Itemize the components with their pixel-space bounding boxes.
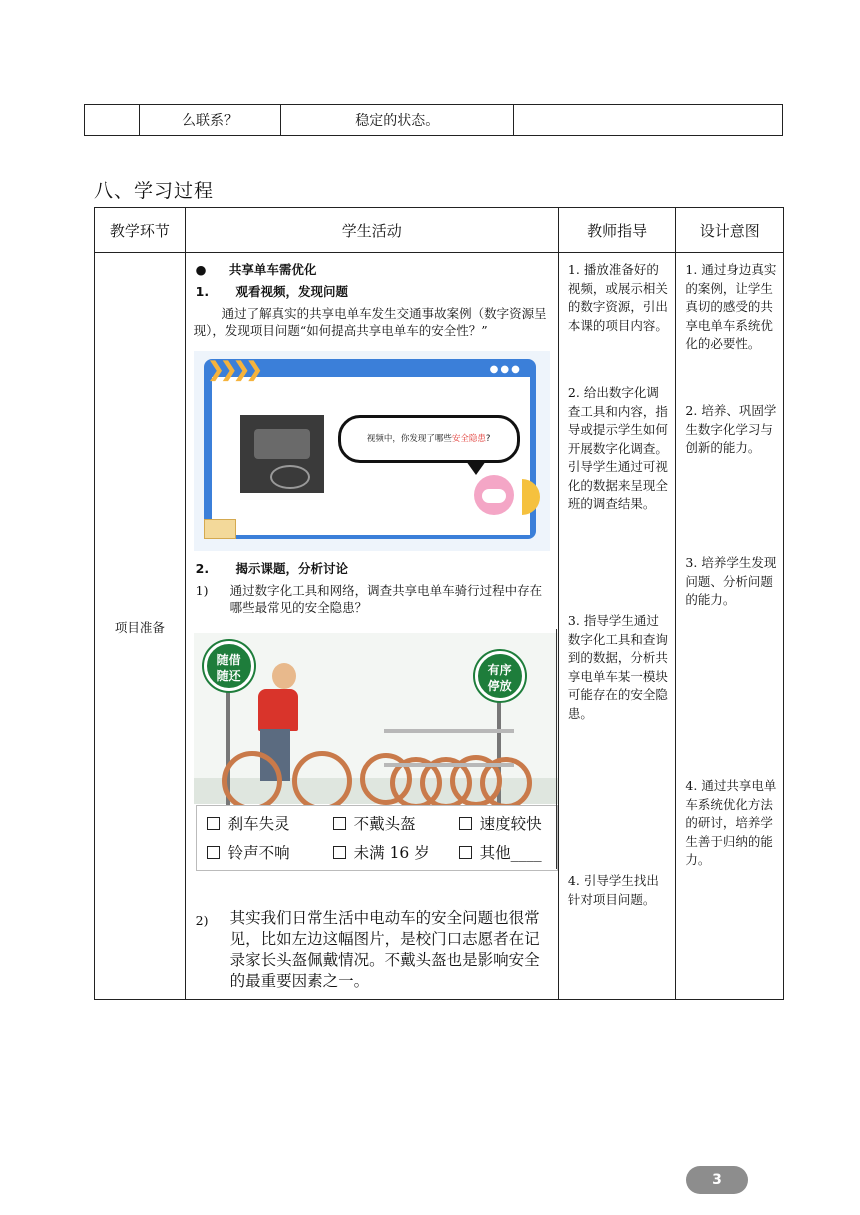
checkbox-icon[interactable] [207,846,220,859]
teacher-item-1: 1. 播放准备好的视频，或展示相关的数字资源，引出本课的项目内容。 [567,262,668,333]
sign-borrow-return [204,641,254,691]
intent-item-1: 1. 通过身边真实的案例，让学生真切的感受的共享电单车系统优化的必要性。 [685,262,777,351]
stage-cell [95,253,186,1000]
item2-number: 2) [195,913,209,928]
rider-head [272,663,296,689]
bullet-title: 共享单车需优化 [228,262,317,277]
design-intent-cell [676,253,784,1000]
step2-heading [196,560,348,577]
checkbox-icon[interactable] [459,846,472,859]
sign-right-line2: 停放 [487,679,512,693]
question-bubble [338,415,520,463]
item1-text: 通过数字化工具和网络，调查共享电单车骑行过程中存在哪些最常见的安全隐患？ [229,583,543,615]
dots-icon: ●●● [489,364,522,375]
header-teacher-guidance: 教师指导 [558,208,676,253]
bubble-highlight: 安全隐患 [451,434,486,444]
sign-right-line1: 有序 [487,663,512,677]
checkbox-icon[interactable] [333,817,346,830]
page-number-badge: 3 [686,1166,748,1194]
teacher-item-3: 3. 指导学生通过数字化工具和查询到的数据，分析共享电单车某一模块可能存在的安全隐患。 [567,613,668,721]
rider-shirt [258,689,298,731]
learning-process-table [94,207,784,1000]
checkbox-icon[interactable] [207,817,220,830]
parked-frames [384,729,514,767]
mascot-icon [474,475,514,515]
bubble-text: 视频中，你发现了哪些 [366,434,452,444]
stage-label: 项目准备 [114,619,165,635]
header-stage: 教学环节 [95,208,186,253]
fragment-cell-1 [85,105,140,136]
intent-item-3: 3. 培养学生发现问题、分析问题的能力。 [685,555,777,607]
checkbox-other[interactable]: 其他____ [459,841,542,863]
teacher-item-4: 4. 引导学生找出针对项目问题。 [567,873,659,907]
accident-photo [240,415,324,493]
teacher-guidance-cell [558,253,676,1000]
envelope-icon [204,519,236,539]
fragment-cell-4 [514,105,783,136]
shared-bikes-illustration [194,633,558,873]
checkbox-brake[interactable]: 刹车失灵 [207,812,290,834]
sign-left-line1: 随借 [216,653,241,667]
step1-number: 1. [195,284,210,299]
sign-left-line2: 随还 [216,669,241,683]
fragment-cell-2: 么联系？ [139,105,280,136]
header-row [95,208,784,253]
step1-heading [196,283,348,300]
step1-text: 通过了解真实的共享电单车发生交通事故案例（数字资源呈现），发现项目问题“如何提高共享电单车的安全性？” [193,306,547,338]
intent-item-2: 2. 培养、巩固学生数字化学习与创新的能力。 [685,403,777,455]
checkbox-bell[interactable]: 铃声不响 [207,841,290,863]
bike-wheel-back [222,751,282,811]
hazard-checklist [196,805,558,871]
table-row [95,253,784,1000]
header-student-activity: 学生活动 [185,208,558,253]
teacher-item-2: 2. 给出数字化调查工具和内容，指导或提示学生如何开展数字化调查。引导学生通过可视化的数据来呈现全班的调查结果。 [567,385,668,511]
bullet-dot-icon: ● [195,262,207,277]
image-divider [556,629,557,869]
coin-icon [522,479,540,515]
checkbox-icon[interactable] [333,846,346,859]
step2-number: 2. [195,561,210,576]
checkbox-helmet[interactable]: 不戴头盔 [333,812,416,834]
student-activity-cell [185,253,558,1000]
step2-title: 揭示课题，分析讨论 [235,561,348,576]
arrows-icon: ❯❯❯❯ [207,357,259,381]
bullet-item [196,261,317,278]
checkbox-speed[interactable]: 速度较快 [459,812,542,834]
item1-number: 1) [195,583,209,598]
step1-title: 观看视频，发现问题 [235,284,348,299]
previous-table-fragment [84,104,783,136]
item2-text: 其实我们日常生活中电动车的安全问题也很常见，比如左边这幅图片，是校门口志愿者在记录家长头盔佩戴情况。不戴头盔也是影响安全的最重要因素之一。 [229,909,540,990]
video-screenshot [194,351,550,551]
intent-item-4: 4. 通过共享电单车系统优化方法的研讨，培养学生善于归纳的能力。 [685,778,777,867]
fragment-cell-3: 稳定的状态。 [281,105,514,136]
checkbox-underage[interactable]: 未满 16 岁 [333,841,430,863]
checkbox-icon[interactable] [459,817,472,830]
header-design-intent: 设计意图 [676,208,784,253]
section-heading: 八、学习过程 [94,180,215,202]
bike-wheel-front [292,751,352,811]
bubble-suffix: ? [485,434,491,444]
sign-orderly-parking [475,651,525,701]
